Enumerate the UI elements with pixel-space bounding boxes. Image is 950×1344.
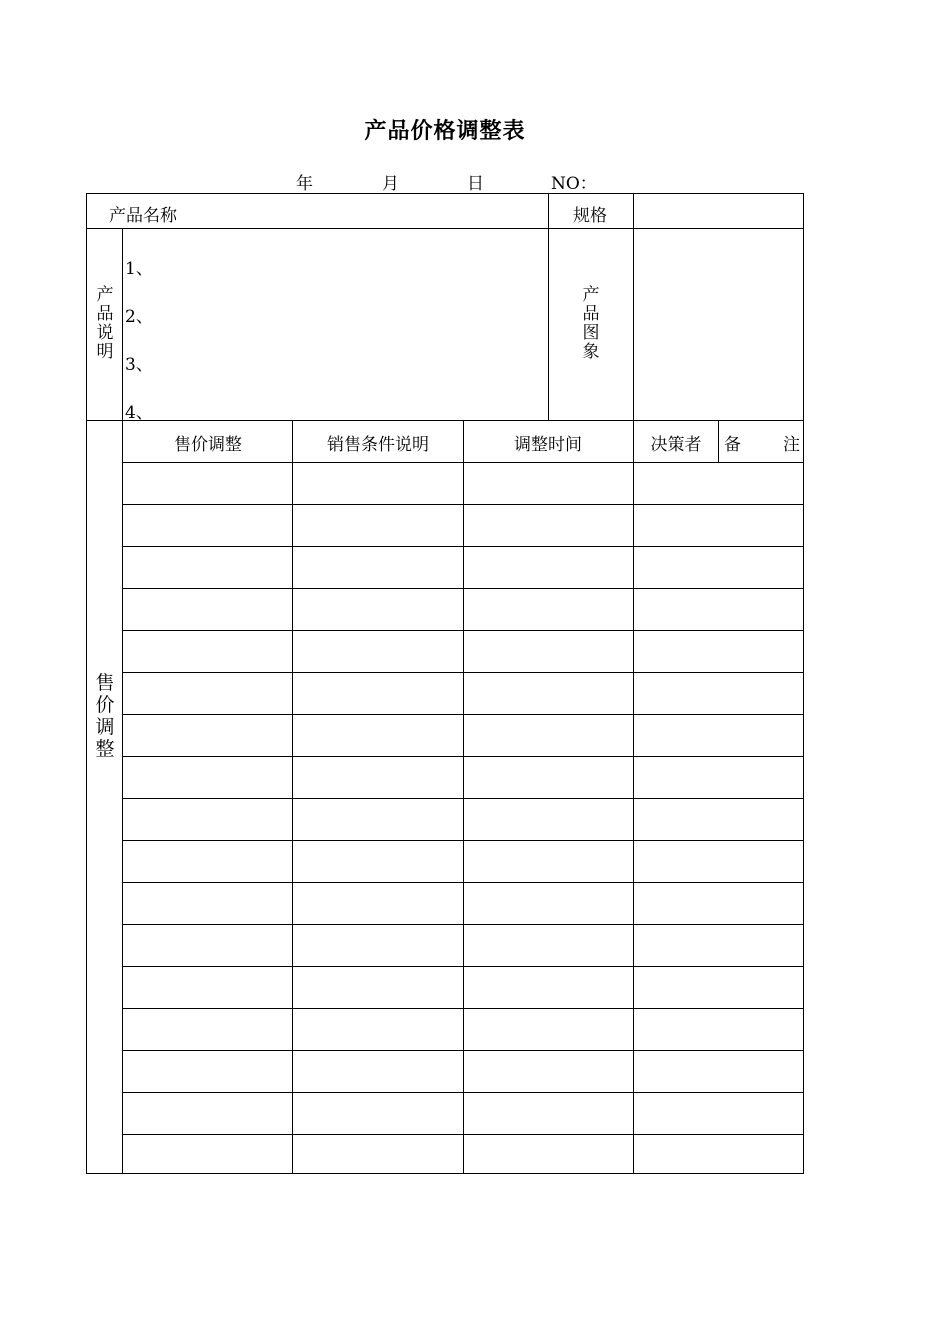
conditions-cell[interactable] <box>293 714 467 756</box>
conditions-cell[interactable] <box>293 1092 467 1134</box>
month-label: 月 <box>382 174 399 194</box>
col-header-decision-maker: 决策者 <box>650 435 702 455</box>
number-label: NO： <box>551 174 597 194</box>
price-cell[interactable] <box>123 966 296 1008</box>
conditions-cell[interactable] <box>293 546 467 588</box>
conditions-cell[interactable] <box>293 1008 467 1050</box>
decision-remarks-cell[interactable] <box>634 504 807 546</box>
product-desc-label: 产品说明 <box>96 285 114 362</box>
product-image-area[interactable] <box>634 230 804 418</box>
table-row <box>87 798 805 840</box>
price-cell[interactable] <box>123 1050 296 1092</box>
table-row <box>87 546 805 588</box>
price-cell[interactable] <box>123 462 296 504</box>
table-row <box>87 840 805 882</box>
product-desc-field[interactable] <box>147 230 547 418</box>
price-cell[interactable] <box>123 1134 296 1176</box>
time-cell[interactable] <box>464 1134 637 1176</box>
decision-remarks-cell[interactable] <box>634 966 807 1008</box>
conditions-cell[interactable] <box>293 798 467 840</box>
price-cell[interactable] <box>123 798 296 840</box>
table-row <box>87 504 805 546</box>
conditions-cell[interactable] <box>293 924 467 966</box>
col-header-remarks: 备 注 <box>724 435 800 455</box>
desc-item-2: 2、 <box>125 307 153 327</box>
time-cell[interactable] <box>464 672 637 714</box>
decision-remarks-cell[interactable] <box>634 840 807 882</box>
desc-item-3: 3、 <box>125 355 153 375</box>
time-cell[interactable] <box>464 462 637 504</box>
price-cell[interactable] <box>123 1008 296 1050</box>
product-name-label: 产品名称 <box>109 206 177 226</box>
conditions-cell[interactable] <box>293 630 467 672</box>
price-cell[interactable] <box>123 756 296 798</box>
time-cell[interactable] <box>464 504 637 546</box>
conditions-cell[interactable] <box>293 882 467 924</box>
conditions-cell[interactable] <box>293 756 467 798</box>
spec-field[interactable] <box>634 194 804 228</box>
decision-remarks-cell[interactable] <box>634 630 807 672</box>
table-row <box>87 1008 805 1050</box>
time-cell[interactable] <box>464 924 637 966</box>
decision-remarks-cell[interactable] <box>634 1008 807 1050</box>
table-row <box>87 882 805 924</box>
price-cell[interactable] <box>123 588 296 630</box>
conditions-cell[interactable] <box>293 840 467 882</box>
col-header-conditions: 销售条件说明 <box>327 435 429 455</box>
price-cell[interactable] <box>123 882 296 924</box>
desc-item-4: 4、 <box>125 403 153 423</box>
price-cell[interactable] <box>123 1092 296 1134</box>
table-row <box>87 630 805 672</box>
desc-item-1: 1、 <box>125 259 153 279</box>
col-header-price: 售价调整 <box>174 435 242 455</box>
decision-remarks-cell[interactable] <box>634 588 807 630</box>
time-cell[interactable] <box>464 1050 637 1092</box>
divider <box>87 420 803 421</box>
time-cell[interactable] <box>464 1092 637 1134</box>
price-cell[interactable] <box>123 714 296 756</box>
conditions-cell[interactable] <box>293 588 467 630</box>
price-cell[interactable] <box>123 546 296 588</box>
decision-remarks-cell[interactable] <box>634 756 807 798</box>
conditions-cell[interactable] <box>293 504 467 546</box>
price-cell[interactable] <box>123 672 296 714</box>
table-row <box>87 756 805 798</box>
divider <box>87 228 803 229</box>
time-cell[interactable] <box>464 714 637 756</box>
col-header-time: 调整时间 <box>514 435 582 455</box>
time-cell[interactable] <box>464 588 637 630</box>
product-image-label: 产品图象 <box>582 285 600 362</box>
table-row <box>87 672 805 714</box>
table-row <box>87 924 805 966</box>
year-label: 年 <box>296 174 313 194</box>
price-cell[interactable] <box>123 504 296 546</box>
time-cell[interactable] <box>464 1008 637 1050</box>
product-name-field[interactable] <box>207 194 547 228</box>
price-adjustment-form <box>86 193 804 1174</box>
table-row <box>87 1092 805 1134</box>
table-row <box>87 462 805 504</box>
conditions-cell[interactable] <box>293 672 467 714</box>
decision-remarks-cell[interactable] <box>634 798 807 840</box>
decision-remarks-cell[interactable] <box>634 1050 807 1092</box>
table-row <box>87 588 805 630</box>
decision-remarks-cell[interactable] <box>634 924 807 966</box>
table-row <box>87 1134 805 1176</box>
page-title: 产品价格调整表 <box>364 119 526 144</box>
time-cell[interactable] <box>464 966 637 1008</box>
time-cell[interactable] <box>464 756 637 798</box>
conditions-cell[interactable] <box>293 462 467 504</box>
conditions-cell[interactable] <box>293 1050 467 1092</box>
table-row <box>87 714 805 756</box>
table-row <box>87 1050 805 1092</box>
time-cell[interactable] <box>464 840 637 882</box>
table-row <box>87 966 805 1008</box>
decision-remarks-cell[interactable] <box>634 672 807 714</box>
price-section-label: 售价调整 <box>95 672 115 760</box>
decision-remarks-cell[interactable] <box>634 462 807 504</box>
price-cell[interactable] <box>123 924 296 966</box>
decision-remarks-cell[interactable] <box>634 1092 807 1134</box>
divider <box>718 420 719 462</box>
day-label: 日 <box>467 174 484 194</box>
decision-remarks-cell[interactable] <box>634 714 807 756</box>
price-cell[interactable] <box>123 840 296 882</box>
time-cell[interactable] <box>464 630 637 672</box>
conditions-cell[interactable] <box>293 1134 467 1176</box>
time-cell[interactable] <box>464 798 637 840</box>
decision-remarks-cell[interactable] <box>634 546 807 588</box>
time-cell[interactable] <box>464 882 637 924</box>
decision-remarks-cell[interactable] <box>634 882 807 924</box>
spec-label: 规格 <box>573 206 607 226</box>
conditions-cell[interactable] <box>293 966 467 1008</box>
decision-remarks-cell[interactable] <box>634 1134 807 1176</box>
price-cell[interactable] <box>123 630 296 672</box>
time-cell[interactable] <box>464 546 637 588</box>
